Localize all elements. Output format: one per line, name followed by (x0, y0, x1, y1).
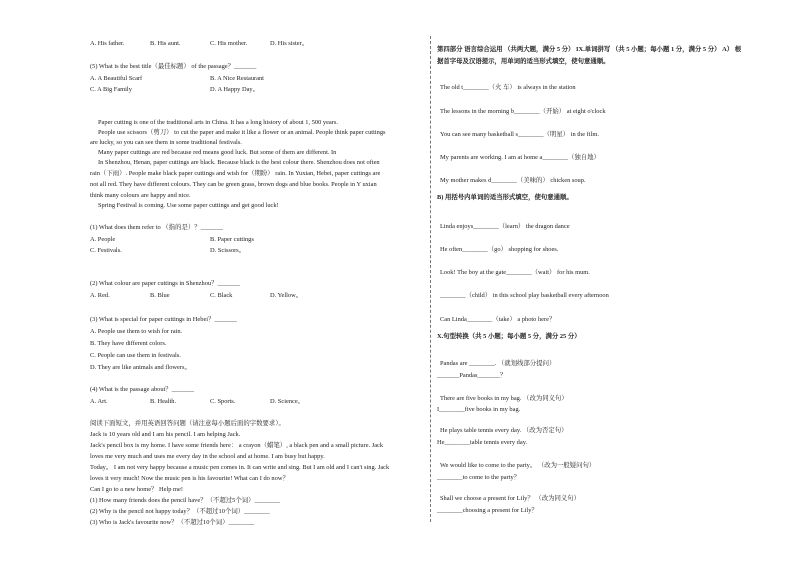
question-stem: (3) What is special for paper cuttings in Hebei？_______ (90, 316, 237, 323)
option: A. His father. (90, 40, 125, 47)
section-header: 第四部分 语言综合运用 （共两大题，满分 5 分） IX.单词拼写 （共 5 小题；每小题 1 分，满分 5 分） A） 根 (437, 46, 742, 53)
question-stem: (5) What is the best title（最佳标题） of the passage？_______ (90, 63, 257, 70)
fill-in-question: Can Linda________（take） a photo here？ (440, 316, 556, 323)
passage-line: Can I go to a new home？ Help me! (90, 486, 183, 493)
fill-in-question: The old t________（火 车） is always in the station (440, 84, 576, 91)
option: D. Science。 (270, 398, 305, 405)
transform-question: He plays table tennis every day. （改为否定句） (440, 427, 568, 434)
option: C. His mother. (210, 40, 248, 47)
passage-line: Jack's pencil box is my home. I have some friends here： a crayon（蜡笔）, a black pen and a small picture. Jack (90, 442, 384, 449)
option: D. Scissors。 (210, 247, 246, 254)
transform-answer: ________choosing a present for Lily？ (437, 507, 538, 514)
passage-line: Many paper cuttings are red because red means good luck. But some of them are different. In (98, 149, 337, 156)
transform-answer: _______Pandas_______？ (437, 372, 507, 379)
passage-line: think many colours are happy and nice. (90, 192, 191, 199)
option: D. Yellow。 (270, 292, 303, 299)
section-instruction: 阅读下面短文，并用英语回答问题（请注意每小题后面的字数要求）。 (90, 420, 285, 427)
section-header: B) 用括号内单词的适当形式填空，使句意通顺。 (437, 194, 573, 201)
option: A. Art. (90, 398, 108, 405)
fill-in-question: Linda enjoys________（learn） the dragon dance (440, 223, 570, 230)
option: C. Sports. (210, 398, 236, 405)
passage-line: Jack is 10 years old and I am his pencil. I am helping Jack. (90, 431, 241, 438)
fill-in-question: ________（child） in this school play basketball every afternoon (440, 292, 609, 299)
passage-line: People use scissors（剪刀） to cut the paper and make it like a flower or an animal. People think paper cuttings (98, 129, 386, 136)
option: D. They are like animals and flowers。 (90, 364, 191, 371)
option: A. Red. (90, 292, 110, 299)
passage-line: rain（下雨）. People make black paper cuttings and wish for（期盼） rain. In Yuxian, Hebei, paper cuttings are (90, 170, 381, 177)
option: A. People use them to wish for rain. (90, 328, 183, 335)
question-stem: (4) What is the passage about？_______ (90, 386, 195, 393)
passage-line: loves me very much and uses me every day in the school and at home. I am busy but happy. (90, 453, 325, 460)
transform-answer: ________to come to the party？ (437, 474, 521, 481)
option: C. Festivals. (90, 247, 122, 254)
transform-answer: He________table tennis every day. (437, 439, 528, 446)
option: D. A Happy Day。 (210, 86, 259, 93)
option: C. People can use them in festivals. (90, 352, 181, 359)
passage-line: are lucky, so you can see them in some traditional festivals. (90, 139, 242, 146)
fill-in-question: He often________（go） shopping for shoes. (440, 246, 559, 253)
question-stem: (1) What does them refer to （指的是）？_______ (90, 224, 223, 231)
transform-answer: I________five books in my bag. (437, 406, 521, 413)
question-stem: (1) How many friends does the pencil have？（不超过5个词）________ (90, 497, 281, 504)
passage-line: In Shenzhou, Henan, paper cuttings are black. Because black is the best colour there. Shenzhou does not often (98, 159, 380, 166)
option: A. People (90, 236, 116, 243)
option: B. A Nice Restaurant (210, 75, 264, 82)
option: A. A Beautiful Scarf (90, 75, 143, 82)
option: B. Blue (150, 292, 170, 299)
question-stem: (2) Why is the pencil not happy today？（不超过10个词）________ (90, 508, 270, 515)
fill-in-question: My mother makes d________（美味的） chicken soup. (440, 177, 586, 184)
option: D. His sister。 (270, 40, 309, 47)
fill-in-question: You can see many basketball s________（明星） in the film. (440, 131, 599, 138)
passage-line: Today。 I am not very happy because a music pen comes in. It can write and sing. But I am old and I can't sing. Jack (90, 464, 390, 471)
option: C. A Big Family (90, 86, 132, 93)
option: C. Black (210, 292, 233, 299)
option: B. Paper cuttings (210, 236, 254, 243)
passage-line: loves it very much! Now the music pen is his favourite! What can I do now？ (90, 475, 289, 482)
section-header: 据首字母及汉语提示，用单词的适当形式填空，使句意通顺。 (437, 58, 610, 65)
question-stem: (2) What colour are paper cuttings in Shenzhou？_______ (90, 280, 240, 287)
fill-in-question: The lessons in the morning b________（开始） at eight o'clock (440, 108, 606, 115)
transform-question: Shall we choose a present for Lily？ （改为同义句） (440, 495, 581, 502)
option: B. They have different colors. (90, 340, 167, 347)
fill-in-question: My parents are working. I am at home a________（独自地） (440, 154, 600, 161)
passage-line: Paper cutting is one of the traditional arts in China. It has a long history of about 1, 500 years. (98, 119, 338, 126)
passage-line: not all red. They have different colours. They can be green grass, brown dogs and blue books. People in Y uxian (90, 181, 377, 188)
transform-question: There are five books in my bag. （改为同义句） (440, 395, 568, 402)
option: B. Health. (150, 398, 177, 405)
section-header: X.句型转换（共 5 小题；每小题 5 分，满分 25 分） (437, 333, 581, 340)
column-divider (430, 36, 431, 522)
right-column (437, 0, 770, 562)
transform-question: Pandas are ________. （就划线部分提问） (440, 360, 556, 367)
option: B. His aunt. (150, 40, 181, 47)
passage-line: Spring Festival is coming. Use some paper cuttings and get good luck! (98, 202, 279, 209)
transform-question: We would like to come to the party。 （改为一般疑问句） (440, 462, 596, 469)
fill-in-question: Look! The boy at the gate________（wait） for his mum. (440, 269, 590, 276)
left-column (90, 0, 420, 562)
question-stem: (3) Who is Jack's favourite now？（不超过10个词）________ (90, 519, 255, 526)
